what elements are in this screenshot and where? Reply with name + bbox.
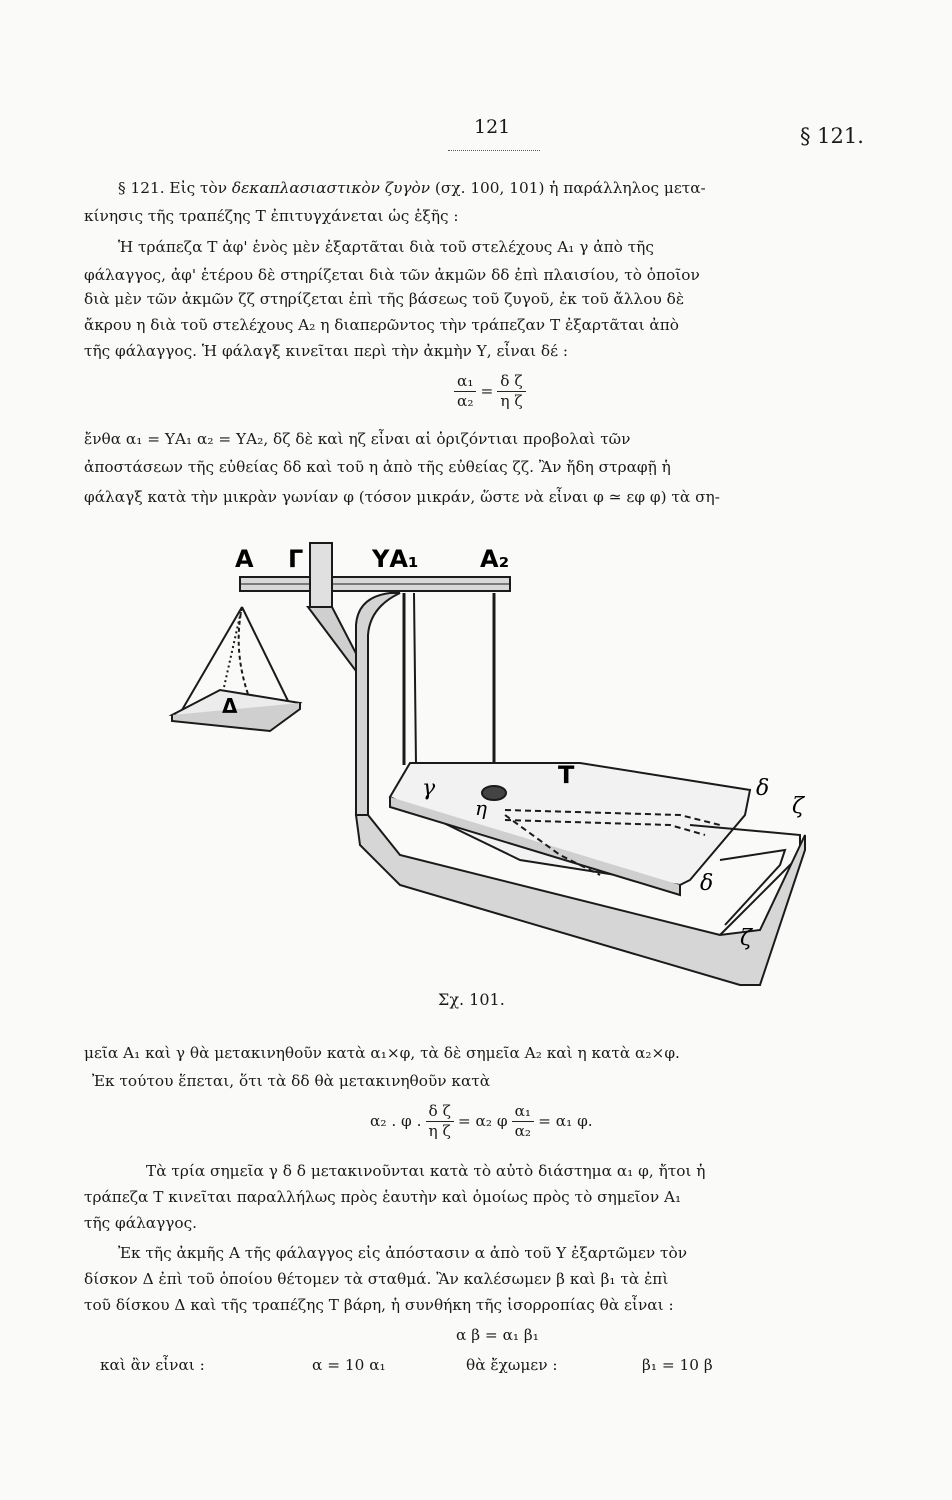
stand bbox=[356, 593, 400, 815]
figure-caption: Σχ. 101. bbox=[438, 990, 505, 1009]
equation-ratio: $\frac{\text{α₁}}{\text{α₂}}$ = $\frac{\text{δ ζ}}{\text{η ζ}}$ bbox=[450, 374, 530, 410]
text-line: ἄκρου η διὰ τοῦ στελέχους Α₂ η διαπερῶντος τὴν τράπεζαν Τ ἐξαρτᾶται ἀπὸ bbox=[84, 316, 680, 334]
label-YA1: ΥΑ₁ bbox=[372, 545, 419, 573]
label-delta-low: δ bbox=[700, 871, 714, 896]
page-number: 121 bbox=[474, 116, 511, 138]
label-T: Τ bbox=[558, 761, 575, 789]
balance-figure bbox=[160, 515, 820, 990]
label-zeta-low: ζ bbox=[740, 926, 752, 951]
pivot-post bbox=[310, 543, 332, 607]
label-delta-top: δ bbox=[756, 776, 770, 801]
text-line: τῆς φάλαγγος. bbox=[84, 1214, 198, 1232]
text-line: ἔνθα α₁ = ΥΑ₁ α₂ = ΥΑ₂, δζ δὲ καὶ ηζ εἶναι αἱ ὁριζόντιαι προβολαὶ τῶν bbox=[84, 430, 631, 448]
text-line: μεῖα Α₁ καὶ γ θὰ μετακινηθοῦν κατὰ α₁×φ, τὰ δὲ σημεῖα Α₂ καὶ η κατὰ α₂×φ. bbox=[84, 1044, 680, 1062]
label-A: Α bbox=[235, 545, 254, 573]
final-result: β₁ = 10 β bbox=[642, 1356, 713, 1374]
final-lead: καὶ ἂν εἶναι : bbox=[100, 1356, 205, 1374]
decimal-balance-illustration bbox=[160, 515, 820, 990]
text-line: Ἡ τράπεζα Τ ἀφ' ἑνὸς μὲν ἐξαρτᾶται διὰ τοῦ στελέχους Α₁ γ ἀπὸ τῆς bbox=[118, 238, 654, 256]
label-gamma: γ bbox=[422, 776, 436, 801]
text-line: τράπεζα Τ κινεῖται παραλλήλως πρὸς ἑαυτὴν καὶ ὁμοίως πρὸς τὸ σημεῖον Α₁ bbox=[84, 1188, 682, 1206]
label-eta: η bbox=[475, 796, 487, 820]
text-line: τοῦ δίσκου Δ καὶ τῆς τραπέζης Τ βάρη, ἡ συνθήκη τῆς ἰσορροπίας θὰ εἶναι : bbox=[84, 1296, 674, 1314]
final-mid: θὰ ἔχωμεν : bbox=[466, 1356, 558, 1374]
text-line: Τὰ τρία σημεῖα γ δ δ μετακινοῦνται κατὰ τὸ αὐτὸ διάστημα α₁ φ, ἤτοι ἡ bbox=[146, 1162, 706, 1180]
equation-equilibrium: α β = α₁ β₁ bbox=[456, 1326, 539, 1344]
page-number-rule bbox=[448, 150, 540, 151]
text-line: δίσκον Δ ἐπὶ τοῦ ὁποίου θέτομεν τὰ σταθμά. Ἂν καλέσωμεν β καὶ β₁ τὰ ἐπὶ bbox=[84, 1270, 669, 1288]
text-line: τῆς φάλαγγος. Ἡ φάλαγξ κινεῖται περὶ τὴν ἀκμὴν Υ, εἶναι δέ : bbox=[84, 342, 569, 360]
text-line: φάλαγγος, ἀφ' ἑτέρου δὲ στηρίζεται διὰ τῶν ἀκμῶν δδ ἐπὶ πλαισίου, τὸ ὁποῖον bbox=[84, 266, 700, 284]
label-Delta: Δ bbox=[222, 694, 238, 718]
section-heading: § 121. bbox=[800, 124, 864, 148]
text-line: Ἐκ τῆς ἀκμῆς Α τῆς φάλαγγος εἰς ἀπόστασιν α ἀπὸ τοῦ Υ ἐξαρτῶμεν τὸν bbox=[118, 1244, 688, 1262]
equation-displacement: α₂ . φ . $\frac{\text{δ ζ}}{\text{η ζ}}$ = α₂ φ $\frac{\text{α₁}}{\text{α₂}}$ = α₁ φ. bbox=[370, 1102, 593, 1141]
text-line: Ἐκ τούτου ἕπεται, ὅτι τὰ δδ θὰ μετακινηθοῦν κατὰ bbox=[92, 1072, 491, 1090]
final-condition: α = 10 α₁ bbox=[312, 1356, 386, 1374]
label-A2: Α₂ bbox=[480, 545, 510, 573]
text-line: ἀποστάσεων τῆς εὐθείας δδ καὶ τοῦ η ἀπὸ τῆς εὐθείας ζζ. Ἂν ἤδη στραφῇ ἡ bbox=[84, 458, 671, 476]
text-line: φάλαγξ κατὰ τὴν μικρὰν γωνίαν φ (τόσον μικράν, ὥστε νὰ εἶναι φ ≃ εφ φ) τὰ ση- bbox=[84, 488, 720, 506]
text-line: § 121. Εἰς τὸν δεκαπλασιαστικὸν ζυγὸν (σχ. 100, 101) ἡ παράλληλος μετα- bbox=[118, 179, 706, 197]
text-line: διὰ μὲν τῶν ἀκμῶν ζζ στηρίζεται ἐπὶ τῆς βάσεως τοῦ ζυγοῦ, ἐκ τοῦ ἄλλου δὲ bbox=[84, 290, 685, 308]
label-Gamma: Γ bbox=[288, 545, 304, 573]
label-zeta-top: ζ bbox=[792, 794, 804, 819]
text-line: κίνησις τῆς τραπέζης Τ ἐπιτυγχάνεται ὡς ἑξῆς : bbox=[84, 207, 459, 225]
